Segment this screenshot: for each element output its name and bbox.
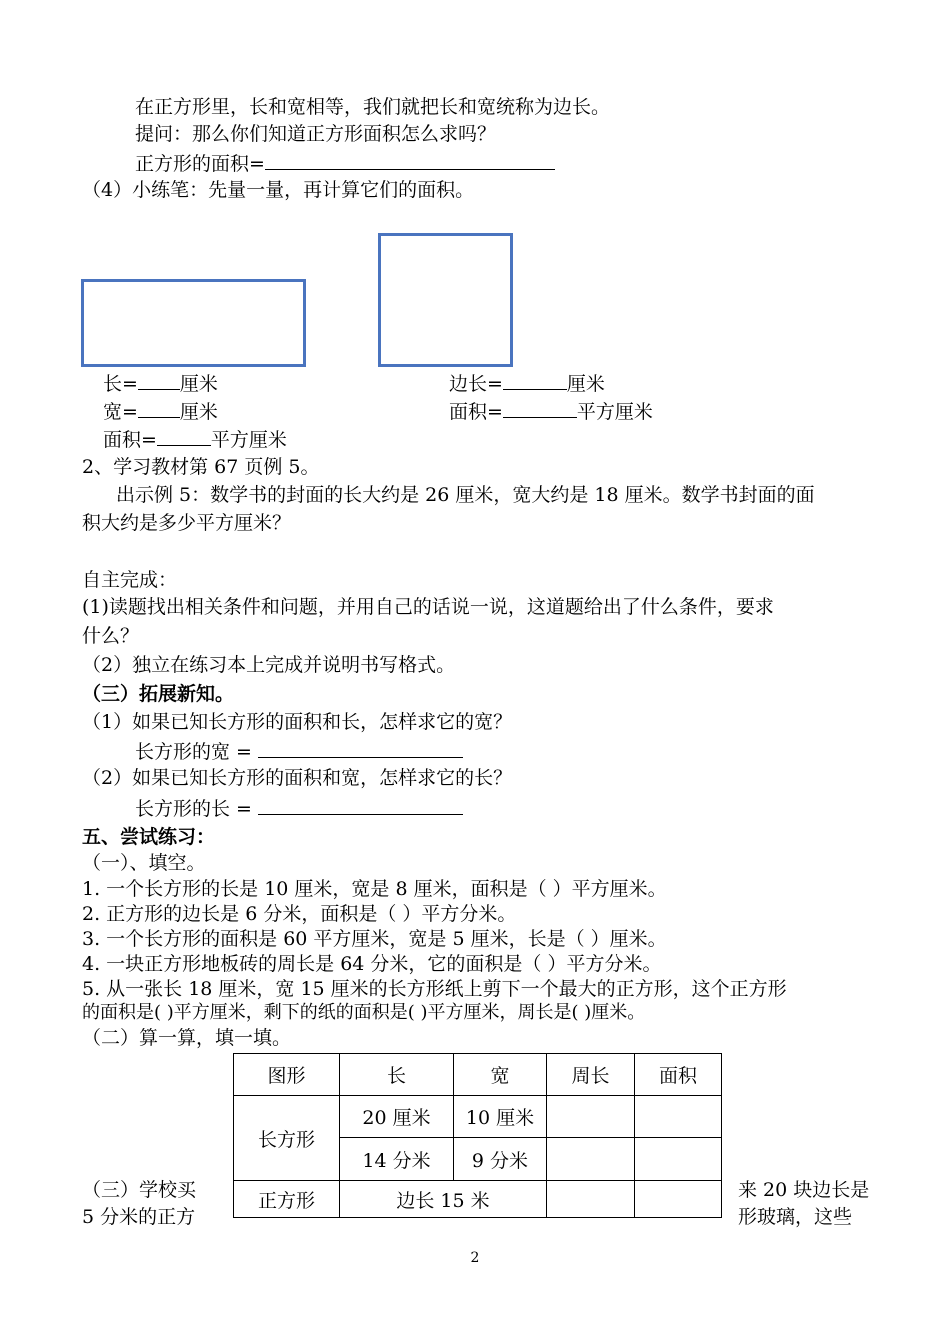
table-cell: 长方形 bbox=[234, 1096, 340, 1181]
table-header: 宽 bbox=[454, 1054, 547, 1096]
text-line bbox=[135, 741, 463, 762]
text-line: 2、学习教材第 67 页例 5。 bbox=[82, 456, 320, 478]
table-cell: 10 厘米 bbox=[454, 1096, 547, 1138]
fill-in-table bbox=[233, 1053, 722, 1218]
table-header: 面积 bbox=[635, 1054, 722, 1096]
answer-blank bbox=[138, 401, 180, 418]
text-line: （二）算一算，填一填。 bbox=[82, 1027, 292, 1049]
text-line: 自主完成： bbox=[82, 569, 178, 591]
text-line bbox=[135, 798, 463, 819]
section-heading: （三）拓展新知。 bbox=[82, 683, 235, 705]
table-cell[interactable] bbox=[547, 1181, 635, 1218]
answer-blank bbox=[138, 373, 180, 390]
text-line: （1）如果已知长方形的面积和长，怎样求它的宽？ bbox=[82, 711, 513, 733]
table-cell[interactable] bbox=[635, 1138, 722, 1181]
text-line: 积大约是多少平方厘米？ bbox=[82, 512, 292, 534]
page-number: 2 bbox=[470, 1250, 480, 1266]
text-line: 在正方形里，长和宽相等，我们就把长和宽统称为边长。 bbox=[135, 96, 611, 118]
text-line: (1)读题找出相关条件和问题，并用自己的话说一说，这道题给出了什么条件，要求 bbox=[82, 596, 774, 618]
section-heading: 五、尝试练习： bbox=[82, 826, 216, 848]
answer-blank bbox=[503, 373, 567, 390]
table-cell[interactable] bbox=[547, 1096, 635, 1138]
answer-blank bbox=[258, 741, 463, 758]
text-line: 出示例 5：数学书的封面的长大约是 26 厘米，宽大约是 18 厘米。数学书封面的面 bbox=[116, 484, 815, 506]
question-5: 5. 从一张长 18 厘米，宽 15 厘米的长方形纸上剪下一个最大的正方形，这个正方形 bbox=[82, 978, 787, 1000]
answer-blank bbox=[157, 429, 211, 446]
label: 边长= bbox=[449, 373, 503, 395]
rect-area-line bbox=[103, 429, 287, 450]
text-line: 什么？ bbox=[82, 625, 140, 647]
question-1: 1. 一个长方形的长是 10 厘米，宽是 8 厘米，面积是（ ）平方厘米。 bbox=[82, 878, 667, 900]
rect-length-line bbox=[103, 373, 218, 394]
text-line: 提问：那么你们知道正方形面积怎么求吗？ bbox=[135, 123, 497, 145]
table-header: 图形 bbox=[234, 1054, 340, 1096]
table-cell: 9 分米 bbox=[454, 1138, 547, 1181]
unit: 平方厘米 bbox=[210, 429, 287, 451]
answer-blank bbox=[265, 153, 555, 170]
question-5: 的面积是( )平方厘米，剩下的纸的面积是( )平方厘米，周长是( )厘米。 bbox=[82, 1002, 646, 1023]
table-header: 长 bbox=[340, 1054, 454, 1096]
answer-blank bbox=[503, 401, 577, 418]
question-3: 3. 一个长方形的面积是 60 平方厘米，宽是 5 厘米，长是（ ）厘米。 bbox=[82, 928, 667, 950]
table-cell[interactable] bbox=[635, 1181, 722, 1218]
question-2: 2. 正方形的边长是 6 分米，面积是（ ）平方分米。 bbox=[82, 903, 517, 925]
square-side-line bbox=[449, 373, 605, 394]
unit: 厘米 bbox=[179, 373, 218, 395]
label: 长方形的长 = bbox=[135, 798, 252, 820]
label: 面积= bbox=[103, 429, 157, 451]
text-line: （2）独立在练习本上完成并说明书写格式。 bbox=[82, 654, 456, 676]
text-line: （4）小练笔：先量一量，再计算它们的面积。 bbox=[82, 179, 475, 201]
text-line: 形玻璃，这些 bbox=[738, 1206, 853, 1228]
text-line: （三）学校买 bbox=[82, 1179, 197, 1201]
label: 长方形的宽 = bbox=[135, 741, 252, 763]
table-cell: 边长 15 米 bbox=[340, 1181, 547, 1218]
unit: 平方厘米 bbox=[576, 401, 653, 423]
table-cell: 20 厘米 bbox=[340, 1096, 454, 1138]
label: 正方形的面积= bbox=[135, 153, 265, 175]
unit: 厘米 bbox=[566, 373, 605, 395]
answer-blank bbox=[258, 798, 463, 815]
square-area-line bbox=[449, 401, 653, 422]
text-line bbox=[135, 153, 555, 174]
text-line: （一）、填空。 bbox=[82, 852, 206, 874]
table-cell[interactable] bbox=[635, 1096, 722, 1138]
square-figure bbox=[378, 233, 513, 367]
table-cell[interactable] bbox=[547, 1138, 635, 1181]
rectangle-figure bbox=[81, 279, 306, 367]
text-line: 5 分米的正方 bbox=[82, 1206, 196, 1228]
label: 长= bbox=[103, 373, 138, 395]
table-cell: 正方形 bbox=[234, 1181, 340, 1218]
rect-width-line bbox=[103, 401, 218, 422]
table-cell: 14 分米 bbox=[340, 1138, 454, 1181]
text-line: 来 20 块边长是 bbox=[738, 1179, 870, 1201]
unit: 厘米 bbox=[179, 401, 218, 423]
text-line: （2）如果已知长方形的面积和宽，怎样求它的长？ bbox=[82, 767, 513, 789]
table-header: 周长 bbox=[547, 1054, 635, 1096]
label: 面积= bbox=[449, 401, 503, 423]
question-4: 4. 一块正方形地板砖的周长是 64 分米，它的面积是（ ）平方分米。 bbox=[82, 953, 662, 975]
label: 宽= bbox=[103, 401, 138, 423]
